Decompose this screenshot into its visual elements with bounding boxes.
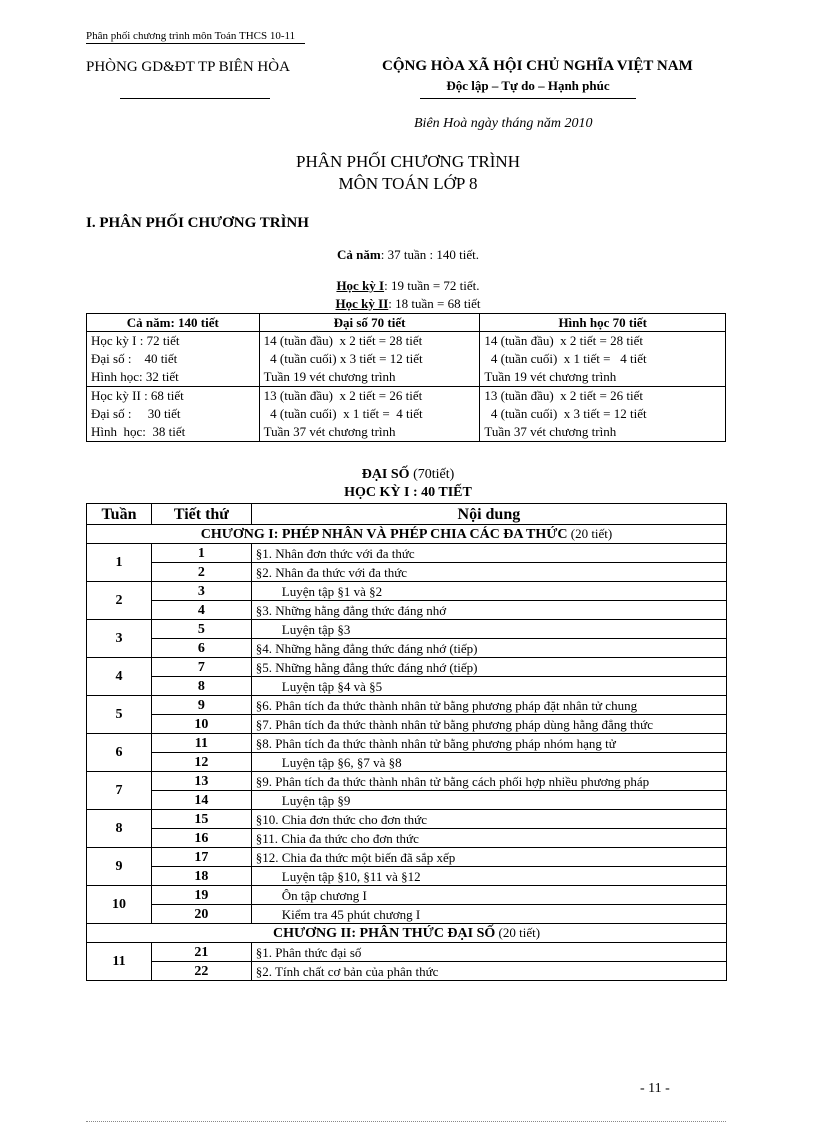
- summary-hk1-label: Học kỳ I: [336, 278, 385, 293]
- week-cell: 11: [87, 943, 152, 981]
- algebra-subtitle: HỌC KỲ I : 40 TIẾT: [344, 485, 472, 500]
- table-row: [87, 601, 727, 620]
- content-cell: §10. Chia đơn thức cho đơn thức: [251, 810, 726, 829]
- week-cell: 1: [87, 544, 152, 582]
- content-cell: Luyện tập §6, §7 và §8: [251, 753, 726, 772]
- content-cell: Luyện tập §10, §11 và §12: [251, 867, 726, 886]
- period-cell: 8: [151, 677, 251, 696]
- chapter-row: [87, 924, 727, 943]
- algebra-title: [0, 467, 816, 483]
- algebra-title-bold: ĐẠI SỐ: [361, 467, 410, 482]
- table-row: [87, 639, 727, 658]
- page-number: - 11 -: [640, 1081, 670, 1096]
- table-row: [87, 905, 727, 924]
- week-cell: 4: [87, 658, 152, 696]
- table-row: [87, 563, 727, 582]
- document-title-line2: MÔN TOÁN LỚP 8: [338, 174, 478, 193]
- table-row: [87, 696, 727, 715]
- period-cell: 5: [151, 620, 251, 639]
- content-cell: §12. Chia đa thức một biến đã sắp xếp: [251, 848, 726, 867]
- period-cell: 10: [151, 715, 251, 734]
- chapter-title: CHƯƠNG II: PHÂN THỨC ĐẠI SỐ (20 tiết): [87, 924, 727, 943]
- org-right: CỘNG HÒA XÃ HỘI CHỦ NGHĨA VIỆT NAM: [382, 58, 693, 74]
- summary-hk2-value: : 18 tuần = 68 tiết: [388, 296, 481, 311]
- lesson-table: [86, 503, 727, 981]
- overview-cell: 14 (tuần đầu) x 2 tiết = 28 tiết 4 (tuần cuối) x 3 tiết = 12 tiết Tuần 19 vét chương trình: [259, 332, 480, 387]
- algebra-title-rest: (70tiết): [409, 467, 455, 482]
- table-row: [87, 810, 727, 829]
- period-cell: 20: [151, 905, 251, 924]
- overview-row-hk2: [87, 387, 726, 442]
- overview-row-hk1: [87, 332, 726, 387]
- period-cell: 2: [151, 563, 251, 582]
- period-cell: 14: [151, 791, 251, 810]
- period-cell: 16: [151, 829, 251, 848]
- document-title-line1: PHÂN PHỐI CHƯƠNG TRÌNH: [296, 152, 520, 171]
- period-cell: 11: [151, 734, 251, 753]
- summary-hk2: [0, 296, 816, 312]
- overview-header-algebra: Đại số 70 tiết: [259, 314, 480, 332]
- period-cell: 18: [151, 867, 251, 886]
- period-cell: 3: [151, 582, 251, 601]
- table-row: [87, 848, 727, 867]
- week-cell: 3: [87, 620, 152, 658]
- table-row: [87, 772, 727, 791]
- week-cell: 9: [87, 848, 152, 886]
- overview-cell: 14 (tuần đầu) x 2 tiết = 28 tiết 4 (tuần cuối) x 1 tiết = 4 tiết Tuần 19 vét chương trình: [480, 332, 726, 387]
- period-cell: 21: [151, 943, 251, 962]
- period-cell: 22: [151, 962, 251, 981]
- period-cell: 13: [151, 772, 251, 791]
- period-cell: 12: [151, 753, 251, 772]
- chapter-title: CHƯƠNG I: PHÉP NHÂN VÀ PHÉP CHIA CÁC ĐA THỨC (20 tiết): [87, 525, 727, 544]
- period-cell: 6: [151, 639, 251, 658]
- period-cell: 1: [151, 544, 251, 563]
- period-cell: 4: [151, 601, 251, 620]
- period-cell: 15: [151, 810, 251, 829]
- lesson-header-week: Tuần: [87, 504, 152, 525]
- content-cell: Luyện tập §9: [251, 791, 726, 810]
- content-cell: §3. Những hằng đẳng thức đáng nhớ: [251, 601, 726, 620]
- overview-cell: Học kỳ I : 72 tiết Đại số : 40 tiết Hình học: 32 tiết: [87, 332, 260, 387]
- content-cell: §8. Phân tích đa thức thành nhân tử bằng phương pháp nhóm hạng tử: [251, 734, 726, 753]
- summary-hk2-label: Học kỳ II: [335, 296, 389, 311]
- table-row: [87, 658, 727, 677]
- period-cell: 7: [151, 658, 251, 677]
- overview-cell: 13 (tuần đầu) x 2 tiết = 26 tiết 4 (tuần cuối) x 3 tiết = 12 tiết Tuần 37 vét chương trình: [480, 387, 726, 442]
- table-row: [87, 544, 727, 563]
- content-cell: Ôn tập chương I: [251, 886, 726, 905]
- date-line: Biên Hoà ngày tháng năm 2010: [414, 116, 593, 131]
- period-cell: 19: [151, 886, 251, 905]
- content-cell: §5. Những hằng đẳng thức đáng nhớ (tiếp): [251, 658, 726, 677]
- overview-cell: 13 (tuần đầu) x 2 tiết = 26 tiết 4 (tuần cuối) x 1 tiết = 4 tiết Tuần 37 vét chương trình: [259, 387, 480, 442]
- org-left: PHÒNG GD&ĐT TP BIÊN HÒA: [86, 59, 290, 75]
- bottom-rule: [86, 1121, 726, 1122]
- content-cell: §2. Nhân đa thức với đa thức: [251, 563, 726, 582]
- summary-hk1-value: : 19 tuần = 72 tiết.: [384, 278, 480, 293]
- lesson-header-period: Tiết thứ: [151, 504, 251, 525]
- summary-hk1: [0, 278, 816, 294]
- week-cell: 2: [87, 582, 152, 620]
- content-cell: Luyện tập §3: [251, 620, 726, 639]
- table-row: [87, 677, 727, 696]
- content-cell: §4. Những hằng đẳng thức đáng nhớ (tiếp): [251, 639, 726, 658]
- content-cell: Luyện tập §4 và §5: [251, 677, 726, 696]
- summary-year: [0, 247, 816, 263]
- content-cell: §1. Nhân đơn thức với đa thức: [251, 544, 726, 563]
- table-row: [87, 962, 727, 981]
- table-row: [87, 791, 727, 810]
- overview-table: [86, 313, 726, 442]
- table-row: [87, 582, 727, 601]
- content-cell: §7. Phân tích đa thức thành nhân tử bằng phương pháp dùng hằng đẳng thức: [251, 715, 726, 734]
- overview-header-geometry: Hình học 70 tiết: [480, 314, 726, 332]
- table-row: [87, 943, 727, 962]
- section-heading: I. PHÂN PHỐI CHƯƠNG TRÌNH: [86, 215, 309, 231]
- table-row: [87, 715, 727, 734]
- table-row: [87, 886, 727, 905]
- table-row: [87, 753, 727, 772]
- week-cell: 6: [87, 734, 152, 772]
- table-row: [87, 867, 727, 886]
- lesson-header-row: [87, 504, 727, 525]
- content-cell: §6. Phân tích đa thức thành nhân tử bằng phương pháp đặt nhân tử chung: [251, 696, 726, 715]
- week-cell: 7: [87, 772, 152, 810]
- period-cell: 9: [151, 696, 251, 715]
- content-cell: §1. Phân thức đại số: [251, 943, 726, 962]
- week-cell: 8: [87, 810, 152, 848]
- week-cell: 10: [87, 886, 152, 924]
- org-left-underline: [120, 98, 270, 99]
- table-row: [87, 620, 727, 639]
- content-cell: Kiểm tra 45 phút chương I: [251, 905, 726, 924]
- period-cell: 17: [151, 848, 251, 867]
- motto: Độc lập – Tự do – Hạnh phúc: [420, 78, 636, 99]
- content-cell: §2. Tính chất cơ bản của phân thức: [251, 962, 726, 981]
- week-cell: 5: [87, 696, 152, 734]
- lesson-header-content: Nội dung: [251, 504, 726, 525]
- running-head: Phân phối chương trình môn Toán THCS 10-11: [86, 29, 305, 44]
- content-cell: §11. Chia đa thức cho đơn thức: [251, 829, 726, 848]
- chapter-row: [87, 525, 727, 544]
- content-cell: §9. Phân tích đa thức thành nhân tử bằng cách phối hợp nhiều phương pháp: [251, 772, 726, 791]
- summary-year-label: Cả năm: [337, 247, 381, 262]
- table-row: [87, 829, 727, 848]
- overview-header-row: [87, 314, 726, 332]
- table-row: [87, 734, 727, 753]
- content-cell: Luyện tập §1 và §2: [251, 582, 726, 601]
- overview-cell: Học kỳ II : 68 tiết Đại số : 30 tiết Hình học: 38 tiết: [87, 387, 260, 442]
- overview-header-year: Cả năm: 140 tiết: [87, 314, 260, 332]
- summary-year-value: : 37 tuần : 140 tiết.: [380, 247, 479, 262]
